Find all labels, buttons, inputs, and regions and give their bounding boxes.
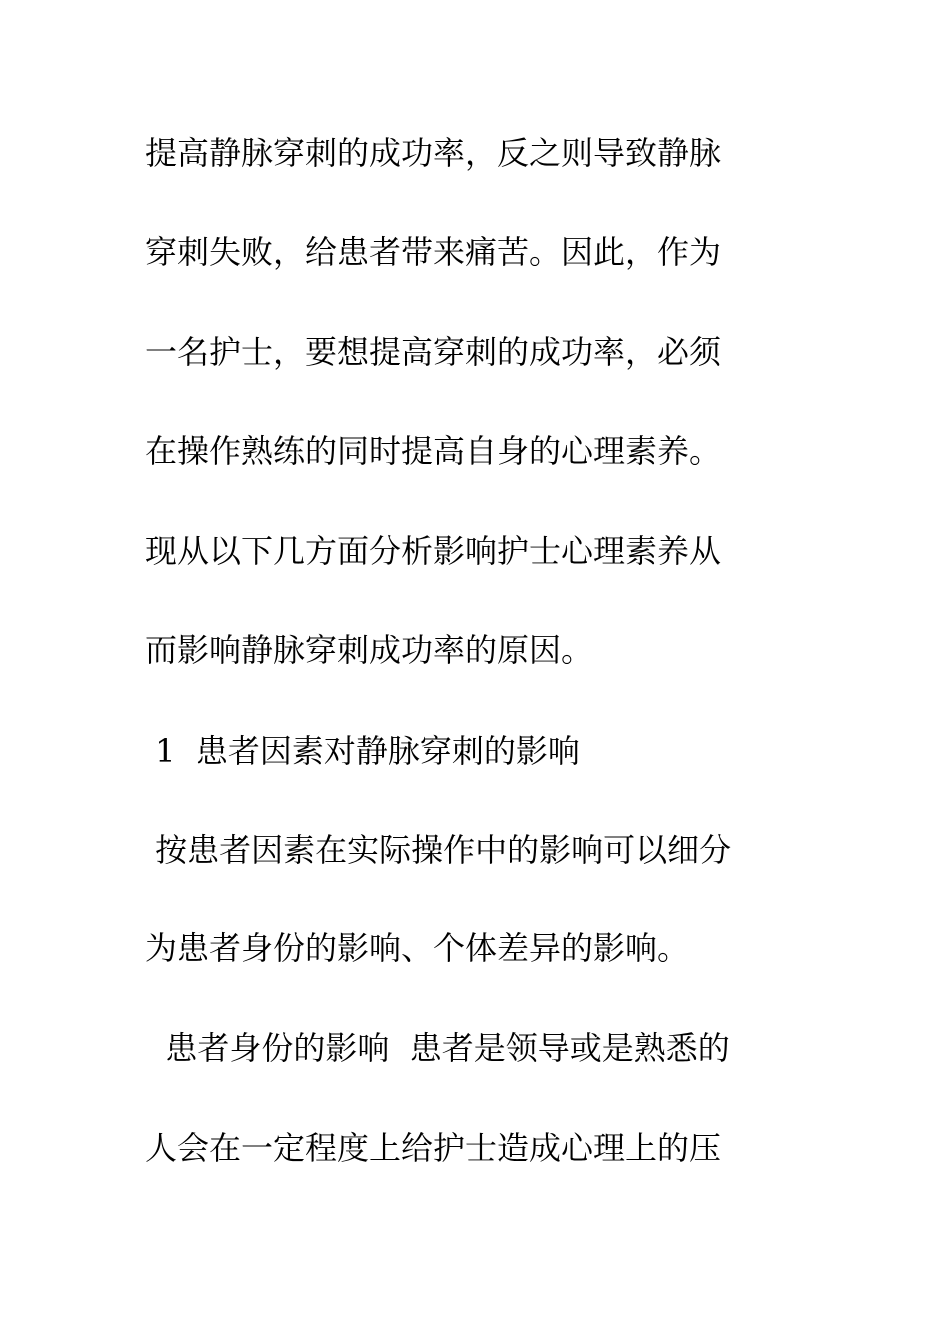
paragraph-line: 穿刺失败，给患者带来痛苦。因此，作为 [145,233,722,271]
paragraph-line: 一名护士，要想提高穿刺的成功率，必须 [145,333,722,371]
paragraph-line: 在操作熟练的同时提高自身的心理素养。 [145,432,722,470]
paragraph-line: 按患者因素在实际操作中的影响可以细分 [145,831,732,869]
paragraph-line: 为患者身份的影响、个体差异的影响。 [145,929,690,967]
paragraph-line: 患者身份的影响 患者是领导或是熟悉的 [145,1029,730,1067]
section-heading: 1 患者因素对静脉穿刺的影响 [145,732,580,770]
paragraph-line: 而影响静脉穿刺成功率的原因。 [145,631,594,669]
paragraph-line: 人会在一定程度上给护士造成心理上的压 [145,1129,722,1167]
paragraph-line: 提高静脉穿刺的成功率，反之则导致静脉 [145,134,722,172]
paragraph-line: 现从以下几方面分析影响护士心理素养从 [145,532,722,570]
